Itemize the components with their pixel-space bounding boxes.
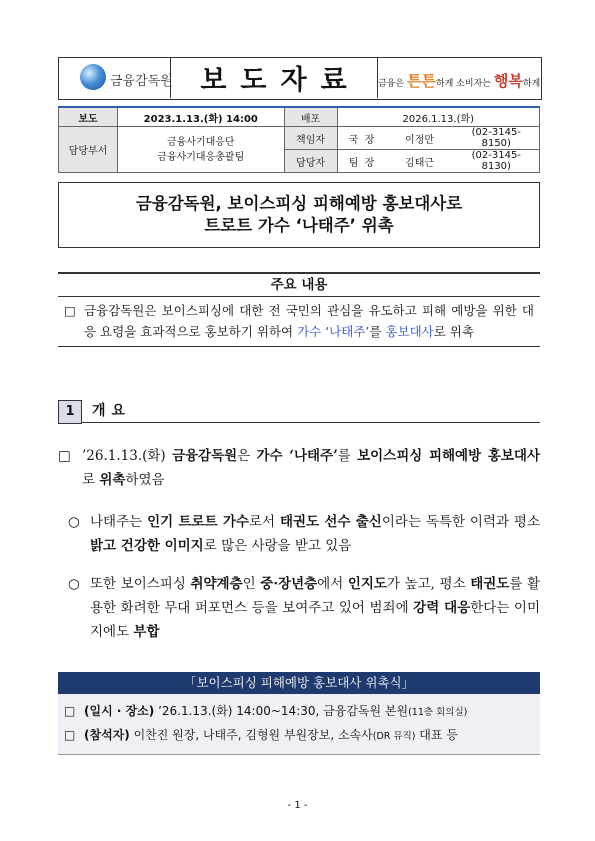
event-title-bar: 「보이스피싱 피해예방 홍보대사 위촉식」 [58, 672, 540, 694]
headline-box [58, 182, 540, 248]
event-row-attendees [64, 724, 458, 748]
section-number: 1 [58, 400, 82, 424]
slogan-part-1: 금융은 [378, 79, 407, 89]
summary-text [84, 300, 534, 342]
p2-text: 로서 [248, 514, 280, 530]
section-underline [82, 422, 540, 423]
paragraph-1 [58, 444, 540, 492]
p2-text: 이라는 독특한 이력과 평소 [381, 514, 541, 530]
p3-bold: 부합 [133, 624, 160, 640]
summary-box [58, 272, 540, 347]
p1-text: 하였음 [125, 472, 165, 488]
event-row-text: 대표 등 [415, 728, 458, 742]
page-number: - 1 - [287, 800, 308, 811]
department-label: 담당부서 [59, 127, 118, 173]
fss-logo-icon [80, 64, 106, 90]
p3-text: 가 높고, 평소 [386, 576, 471, 592]
distribution-value: 2026.1.13.(화) [337, 107, 539, 127]
summary-highlight-ambassador: 홍보대사 [385, 324, 434, 339]
event-row-datetime [64, 700, 467, 724]
p1-singer: 가수 ‘나태주’ [256, 448, 338, 464]
p3-bold: 태권도 [470, 576, 510, 592]
summary-text-c: 로 위촉 [433, 324, 474, 339]
p3-bold: 취약계층 [190, 576, 243, 592]
p3-bold: 인지도 [347, 576, 387, 592]
staff-label: 담당자 [284, 150, 337, 173]
paragraph-2 [68, 510, 540, 558]
summary-body [58, 297, 540, 346]
p3-text: 또한 보이스피싱 [90, 576, 191, 592]
p1-text: 를 [337, 448, 358, 464]
slogan-part-2: 하게 소비자는 [435, 79, 494, 89]
slogan [378, 70, 540, 91]
staff-phone: (02-3145-8130) [454, 150, 540, 173]
slogan-part-3: 하게 [522, 79, 541, 89]
p2-bold: 밝고 건강한 이미지 [90, 538, 204, 554]
responsible-role: 국 장 [337, 127, 386, 150]
department-line-1: 금융사기대응단 [166, 136, 235, 148]
event-row-label: (참석자) [84, 728, 130, 742]
staff-name: 김태근 [386, 150, 454, 173]
headline-line-1: 금융감독원, 보이스피싱 피해예방 홍보대사로 [135, 194, 463, 213]
paragraph-2-text [90, 510, 540, 558]
p3-text: 에서 [317, 576, 348, 592]
summary-text-a: 금융감독원은 보이스피싱에 대한 전 국민의 관심을 유도하고 피해 예방을 위한 대응 요령을 효과적으로 홍보하기 위하여 [84, 303, 534, 339]
event-body [58, 694, 540, 755]
paragraph-3 [68, 572, 540, 644]
p3-text: 한다는 이미지에도 [90, 600, 541, 640]
info-table [58, 106, 540, 173]
logo-text: 금융감독원 [110, 74, 173, 89]
distribution-label: 배포 [284, 107, 337, 127]
paragraph-3-text [90, 572, 540, 644]
event-row-note: (11층 회의실) [408, 707, 468, 718]
p1-date: ’26.1.13.(화) [82, 448, 172, 464]
p2-text: 로 많은 사랑을 받고 있음 [203, 538, 352, 554]
slogan-emphasis-2: 행복 [493, 72, 523, 90]
p2-bold: 인기 트로트 가수 [147, 514, 249, 530]
summary-highlight-singer: 가수 ‘나태주’ [297, 324, 370, 339]
event-row-note: (DR 뮤직) [372, 731, 416, 742]
p2-text: 나태주는 [90, 514, 148, 530]
document-title: 보도자료 [200, 65, 361, 96]
event-row-text: 이찬진 원장, 나태주, 김형원 부원장보, 소속사 [129, 728, 373, 742]
title-cell [170, 57, 378, 98]
p1-text: 로 [82, 472, 100, 488]
headline-line-2: 트로트 가수 ‘나태주’ 위촉 [204, 216, 394, 235]
release-label: 보도 [59, 107, 118, 127]
p3-bold: 중·장년층 [260, 576, 318, 592]
responsible-name: 이정만 [386, 127, 454, 150]
responsible-label: 책임자 [284, 127, 337, 150]
p1-org: 금융감독원 [171, 448, 238, 464]
summary-title: 주요 내용 [58, 274, 540, 297]
summary-item [64, 300, 534, 342]
paragraph-1-bullet: □ [58, 448, 71, 464]
p1-appointed: 위촉 [99, 472, 126, 488]
department-value [118, 127, 285, 173]
slogan-emphasis-1: 튼튼 [406, 72, 436, 90]
paragraph-2-bullet: ○ [68, 514, 80, 530]
event-row-label: (일시 · 장소) [84, 704, 155, 718]
p3-bold: 강력 대응 [413, 600, 471, 616]
event-row-bullet: □ [64, 704, 76, 718]
event-row-text: ’26.1.13.(화) 14:00~14:30, 금융감독원 본원 [154, 704, 409, 718]
staff-role: 팀 장 [337, 150, 386, 173]
p3-text: 인 [242, 576, 261, 592]
p3-text: 를 활용한 화려한 무대 퍼포먼스 등을 보여주고 있어 범죄에 [90, 576, 541, 616]
department-line-2: 금융사기대응총괄팀 [157, 151, 245, 163]
p1-text: 은 [237, 448, 257, 464]
summary-bullet: □ [64, 303, 76, 318]
event-row-bullet: □ [64, 728, 76, 742]
paragraph-1-text [82, 444, 540, 492]
p1-ambassador: 보이스피싱 피해예방 홍보대사 [357, 448, 540, 464]
p2-bold: 태권도 선수 출신 [279, 514, 382, 530]
summary-text-b: 를 [369, 324, 386, 339]
release-value: 2023.1.13.(화) 14:00 [118, 107, 285, 127]
paragraph-3-bullet: ○ [68, 576, 80, 592]
section-title: 개요 [92, 403, 132, 419]
responsible-phone: (02-3145-8150) [454, 127, 540, 150]
